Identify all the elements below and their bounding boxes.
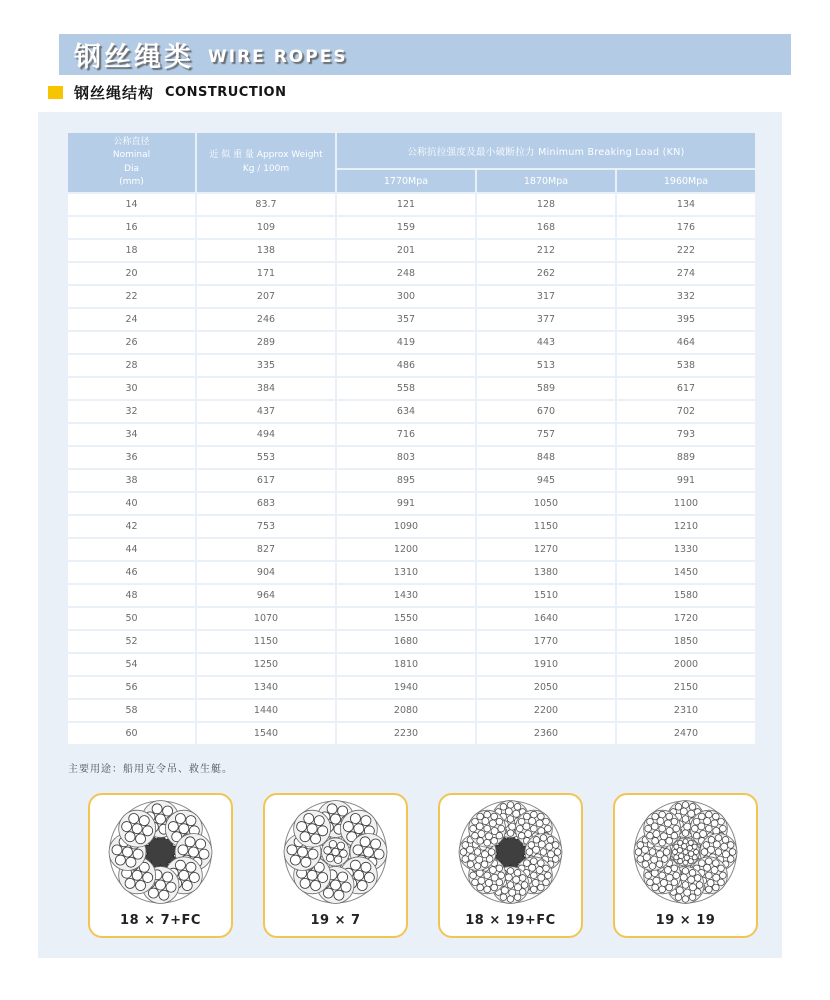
table-cell: 109 [197, 217, 335, 238]
table-cell: 464 [617, 332, 755, 353]
table-cell: 18 [68, 240, 195, 261]
table-cell: 1310 [337, 562, 475, 583]
table-cell: 617 [617, 378, 755, 399]
spec-table-header [68, 133, 755, 192]
table-cell: 138 [197, 240, 335, 261]
rope-card [263, 793, 408, 938]
table-cell: 437 [197, 401, 335, 422]
table-cell: 494 [197, 424, 335, 445]
table-cell: 60 [68, 723, 195, 744]
table-cell: 1580 [617, 585, 755, 606]
table-cell: 16 [68, 217, 195, 238]
table-cell: 384 [197, 378, 335, 399]
table-cell: 201 [337, 240, 475, 261]
table-cell: 513 [477, 355, 615, 376]
page-banner [59, 34, 791, 75]
table-cell: 222 [617, 240, 755, 261]
table-row [68, 562, 755, 583]
table-cell: 1210 [617, 516, 755, 537]
table-row [68, 470, 755, 491]
table-cell: 50 [68, 608, 195, 629]
table-cell: 486 [337, 355, 475, 376]
col-header-line: 公称直径 [113, 137, 150, 148]
table-cell: 42 [68, 516, 195, 537]
table-cell: 30 [68, 378, 195, 399]
table-cell: 634 [337, 401, 475, 422]
table-cell: 1250 [197, 654, 335, 675]
col-header-line: Nominal [112, 150, 151, 161]
table-cell: 1910 [477, 654, 615, 675]
table-cell: 757 [477, 424, 615, 445]
table-cell: 32 [68, 401, 195, 422]
table-cell: 40 [68, 493, 195, 514]
table-cell: 134 [617, 194, 755, 215]
table-cell: 702 [617, 401, 755, 422]
table-cell: 1430 [337, 585, 475, 606]
table-cell: 54 [68, 654, 195, 675]
table-row [68, 424, 755, 445]
table-cell: 538 [617, 355, 755, 376]
content-panel [38, 112, 782, 958]
table-cell: 904 [197, 562, 335, 583]
table-cell: 589 [477, 378, 615, 399]
table-cell: 24 [68, 309, 195, 330]
table-cell: 176 [617, 217, 755, 238]
section-heading [48, 84, 286, 100]
table-cell: 34 [68, 424, 195, 445]
usage-note: 主要用途：船用克令吊、救生艇。 [68, 764, 233, 775]
table-cell: 28 [68, 355, 195, 376]
rope-construction-label: 19 × 7 [310, 913, 361, 928]
table-cell: 1550 [337, 608, 475, 629]
col-header-line: Dia [124, 163, 139, 174]
section-title-zh: 钢丝绳结构 [74, 83, 155, 102]
table-cell: 683 [197, 493, 335, 514]
table-cell: 262 [477, 263, 615, 284]
col-header-1960mpa: 1960Mpa [617, 170, 755, 192]
table-cell: 670 [477, 401, 615, 422]
table-cell: 44 [68, 539, 195, 560]
table-cell: 803 [337, 447, 475, 468]
table-cell: 2310 [617, 700, 755, 721]
table-cell: 36 [68, 447, 195, 468]
table-cell: 964 [197, 585, 335, 606]
table-cell: 159 [337, 217, 475, 238]
table-row [68, 723, 755, 744]
table-cell: 2050 [477, 677, 615, 698]
table-cell: 248 [337, 263, 475, 284]
banner-title-en: WIRE ROPES [208, 47, 348, 67]
table-cell: 2230 [337, 723, 475, 744]
table-row [68, 401, 755, 422]
col-header-line: 近 似 重 量 Approx Weight [209, 150, 323, 160]
table-row [68, 447, 755, 468]
table-cell: 1050 [477, 493, 615, 514]
table-cell: 1100 [617, 493, 755, 514]
table-cell: 443 [477, 332, 615, 353]
table-cell: 300 [337, 286, 475, 307]
table-cell: 1150 [197, 631, 335, 652]
table-cell: 1200 [337, 539, 475, 560]
table-cell: 1070 [197, 608, 335, 629]
table-row [68, 631, 755, 652]
table-cell: 212 [477, 240, 615, 261]
rope-cross-section-diagram [625, 799, 746, 909]
table-cell: 395 [617, 309, 755, 330]
col-header-line: Kg / 100m [242, 163, 290, 174]
table-cell: 48 [68, 585, 195, 606]
table-row [68, 217, 755, 238]
yellow-square-bullet-icon [48, 86, 63, 99]
table-cell: 14 [68, 194, 195, 215]
table-cell: 246 [197, 309, 335, 330]
col-header-line: (mm) [119, 176, 144, 187]
table-cell: 558 [337, 378, 475, 399]
banner-title-zh: 钢丝绳类 [74, 42, 194, 73]
rope-card [438, 793, 583, 938]
table-row [68, 263, 755, 284]
col-header-nominal-dia [68, 133, 195, 192]
table-cell: 56 [68, 677, 195, 698]
table-row [68, 286, 755, 307]
table-cell: 716 [337, 424, 475, 445]
table-row [68, 240, 755, 261]
table-cell: 2470 [617, 723, 755, 744]
table-cell: 207 [197, 286, 335, 307]
table-row [68, 194, 755, 215]
wire-rope-spec-table [66, 131, 757, 746]
col-header-min-breaking-load: 公称抗拉强度及最小破断拉力 Minimum Breaking Load (KN) [337, 133, 755, 168]
spec-table-body [68, 194, 755, 744]
table-cell: 1810 [337, 654, 475, 675]
table-cell: 20 [68, 263, 195, 284]
table-cell: 1380 [477, 562, 615, 583]
rope-cross-section-diagram [450, 799, 571, 909]
table-cell: 171 [197, 263, 335, 284]
table-cell: 1770 [477, 631, 615, 652]
table-cell: 945 [477, 470, 615, 491]
table-cell: 168 [477, 217, 615, 238]
table-cell: 1150 [477, 516, 615, 537]
table-cell: 46 [68, 562, 195, 583]
table-cell: 335 [197, 355, 335, 376]
table-cell: 83.7 [197, 194, 335, 215]
table-cell: 848 [477, 447, 615, 468]
table-cell: 1340 [197, 677, 335, 698]
table-cell: 1720 [617, 608, 755, 629]
table-row [68, 539, 755, 560]
rope-card [88, 793, 233, 938]
table-cell: 317 [477, 286, 615, 307]
table-row [68, 355, 755, 376]
table-cell: 128 [477, 194, 615, 215]
table-row [68, 516, 755, 537]
table-cell: 38 [68, 470, 195, 491]
table-cell: 991 [337, 493, 475, 514]
table-row [68, 700, 755, 721]
table-cell: 52 [68, 631, 195, 652]
table-cell: 2150 [617, 677, 755, 698]
table-cell: 1330 [617, 539, 755, 560]
table-cell: 1680 [337, 631, 475, 652]
rope-cross-section-diagram [275, 799, 396, 909]
table-cell: 1510 [477, 585, 615, 606]
table-cell: 827 [197, 539, 335, 560]
table-row [68, 493, 755, 514]
table-cell: 274 [617, 263, 755, 284]
table-row [68, 585, 755, 606]
table-cell: 1270 [477, 539, 615, 560]
table-cell: 1940 [337, 677, 475, 698]
table-cell: 1090 [337, 516, 475, 537]
table-cell: 2200 [477, 700, 615, 721]
table-cell: 889 [617, 447, 755, 468]
table-cell: 419 [337, 332, 475, 353]
table-cell: 1440 [197, 700, 335, 721]
table-cell: 2080 [337, 700, 475, 721]
table-cell: 1640 [477, 608, 615, 629]
table-cell: 1540 [197, 723, 335, 744]
table-cell: 357 [337, 309, 475, 330]
rope-card [613, 793, 758, 938]
table-cell: 377 [477, 309, 615, 330]
table-row [68, 332, 755, 353]
table-cell: 553 [197, 447, 335, 468]
table-cell: 289 [197, 332, 335, 353]
rope-construction-label: 18 × 7+FC [120, 913, 201, 928]
table-cell: 121 [337, 194, 475, 215]
table-cell: 753 [197, 516, 335, 537]
col-header-1770mpa: 1770Mpa [337, 170, 475, 192]
rope-construction-label: 19 × 19 [655, 913, 716, 928]
table-cell: 22 [68, 286, 195, 307]
table-row [68, 654, 755, 675]
col-header-approx-weight [197, 133, 335, 192]
table-cell: 617 [197, 470, 335, 491]
section-title-en: CONSTRUCTION [165, 84, 287, 100]
table-cell: 2000 [617, 654, 755, 675]
table-row [68, 378, 755, 399]
table-row [68, 608, 755, 629]
rope-cross-section-diagram [100, 799, 221, 909]
table-cell: 26 [68, 332, 195, 353]
table-cell: 58 [68, 700, 195, 721]
table-cell: 895 [337, 470, 475, 491]
rope-construction-label: 18 × 19+FC [465, 913, 556, 928]
col-header-1870mpa: 1870Mpa [477, 170, 615, 192]
table-row [68, 309, 755, 330]
table-cell: 332 [617, 286, 755, 307]
table-cell: 793 [617, 424, 755, 445]
table-row [68, 677, 755, 698]
table-cell: 1850 [617, 631, 755, 652]
table-cell: 991 [617, 470, 755, 491]
table-cell: 2360 [477, 723, 615, 744]
table-cell: 1450 [617, 562, 755, 583]
